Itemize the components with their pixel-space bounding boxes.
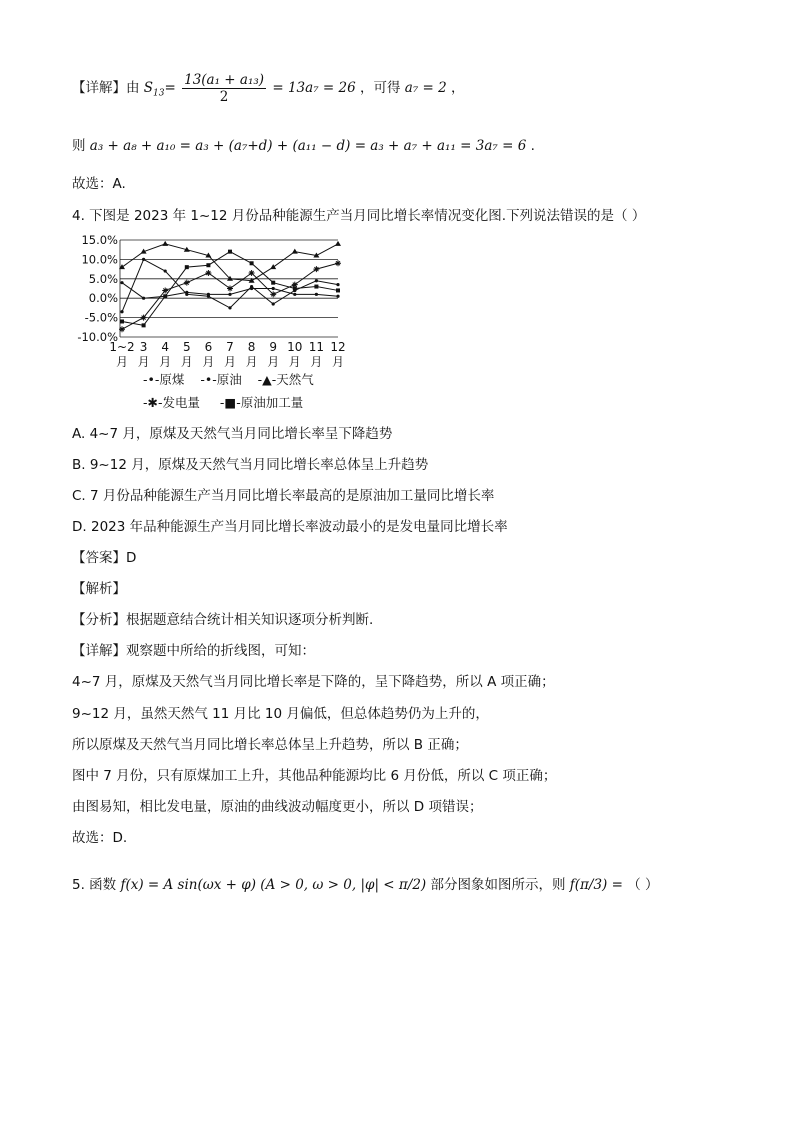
x-tick-label: 3	[139, 340, 148, 354]
data-point	[272, 302, 275, 305]
x-tick-unit: 月	[331, 355, 345, 369]
x-tick-unit: 月	[223, 355, 237, 369]
y-tick-label: -10.0%	[77, 330, 118, 344]
analysis-line-1: 4~7 月，原煤及天然气当月同比增长率是下降的，呈下降趋势，所以 A 项正确；	[72, 674, 555, 690]
legend-marker-coal: -•-	[143, 372, 160, 387]
legend-marker-refining: -■-	[219, 395, 241, 410]
analysis-line-5: 由图易知，相比发电量，原油的曲线波动幅度更小，所以 D 项错误；	[72, 799, 483, 815]
data-point	[293, 287, 297, 291]
data-point	[142, 323, 146, 327]
q5-conditions: (A > 0, ω > 0, |φ| < π/2)	[260, 877, 427, 893]
legend-marker-power: -✱-	[143, 395, 163, 410]
legend-row-2	[143, 393, 303, 411]
y-tick-label: 5.0%	[88, 271, 118, 286]
x-tick-label: 4	[161, 340, 170, 354]
series-lines	[119, 241, 341, 332]
x-tick-unit: 月	[310, 355, 323, 369]
data-point	[120, 281, 123, 284]
question-4: 4. 下图是 2023 年 1~12 月份品种能源生产当月同比增长率情况变化图.下列说法错误的是（ ）	[72, 208, 646, 224]
legend-power: 发电量	[162, 395, 201, 410]
option-b: B. 9~12 月，原煤及天然气当月同比增长率总体呈上升趋势	[72, 457, 429, 473]
legend-oil: 原油	[216, 372, 242, 387]
data-point	[163, 294, 167, 298]
data-point	[272, 287, 275, 290]
x-tick-unit: 月	[115, 355, 129, 369]
x-tick-unit: 月	[202, 355, 215, 369]
x-tick-label: 1~2	[109, 340, 135, 354]
legend-marker-gas: -▲-	[257, 372, 277, 387]
option-c: C. 7 月份品种能源生产当月同比增长率最高的是原油加工量同比增长率	[72, 488, 495, 504]
x-tick-unit: 月	[137, 355, 150, 369]
data-point	[270, 264, 276, 269]
data-point	[185, 265, 189, 269]
data-point	[250, 261, 254, 265]
x-tick-label: 8	[247, 340, 256, 354]
a7-value: a₇ = 2	[404, 80, 447, 96]
data-point	[228, 293, 231, 296]
data-point	[292, 249, 298, 254]
detail-prefix: 【详解】由	[72, 80, 140, 96]
analysis-line-2: 9~12 月，虽然天然气 11 月比 10 月偏低，但总体趋势仍为上升的，	[72, 706, 489, 722]
analysis-line-3: 所以原煤及天然气当月同比增长率总体呈上升趋势，所以 B 正确；	[72, 737, 468, 753]
x-tick-label: 9	[269, 340, 278, 354]
option-a: A. 4~7 月，原煤及天然气当月同比增长率呈下降趋势	[72, 426, 393, 442]
option-d: D. 2023 年品种能源生产当月同比增长率波动最小的是发电量同比增长率	[72, 519, 508, 535]
y-tick-label: -5.0%	[84, 310, 118, 325]
data-point	[315, 293, 318, 296]
x-tick-label: 6	[204, 340, 213, 354]
data-point	[185, 291, 188, 294]
data-point	[184, 280, 190, 286]
data-point	[228, 250, 232, 254]
then-expression: a₃ + a₈ + a₁₀ = a₃ + (a₇+d) + (a₁₁ − d) = a₃ + a₇ + a₁₁ = 3a₇ = 6	[89, 138, 527, 154]
x-tick-unit: 月	[245, 355, 258, 369]
choose-a: 故选：A.	[72, 176, 126, 192]
data-point	[228, 306, 231, 309]
series-line-3	[122, 263, 338, 329]
x-tick-label: 12	[330, 340, 346, 354]
question-5: 5. 函数 f(x) = A sin(ωx + φ) (A > 0, ω > 0, |φ| < π/2) 部分图象如图所示，则 f(π/3) = （ ）	[72, 877, 659, 893]
data-point	[271, 281, 275, 285]
legend-gas: 天然气	[276, 372, 314, 387]
then-line: 则 a₃ + a₈ + a₁₀ = a₃ + (a₇+d) + (a₁₁ − d) = a₃ + a₇ + a₁₁ = 3a₇ = 6 .	[72, 138, 535, 154]
answer: 【答案】D	[72, 550, 137, 566]
x-tick-label: 5	[182, 340, 191, 354]
legend-refining: 原油加工量	[240, 395, 304, 410]
data-point	[206, 263, 210, 267]
x-tick-label: 10	[287, 340, 303, 354]
detail-line: 【详解】由 $S_{13}=$ $\frac{\text{13(a₁ + a₁₃)}}{2}$ = 13a₇ = 26 ，可得 a₇ = 2 ，	[72, 72, 465, 105]
legend-coal: 原煤	[159, 372, 185, 387]
analysis-detail: 【详解】观察题中所给的折线图，可知：	[72, 643, 315, 659]
data-point	[120, 319, 124, 323]
y-axis-ticks	[77, 233, 118, 344]
analysis-fenxi: 【分析】根据题意结合统计相关知识逐项分析判断.	[72, 612, 374, 628]
x-tick-unit: 月	[288, 355, 301, 369]
x-tick-unit: 月	[159, 355, 172, 369]
data-point	[336, 283, 339, 286]
data-point	[162, 241, 168, 246]
data-point	[142, 297, 145, 300]
data-point	[164, 269, 167, 272]
data-point	[315, 279, 318, 282]
data-point	[335, 241, 341, 246]
s13-formula: $S_{13}=$ $\frac{\text{13(a₁ + a₁₃)}}{2}$ = 13a₇ = 26	[143, 72, 356, 105]
s13-fraction: $\frac{\text{13(a₁ + a₁₃)}}{2}$	[184, 72, 265, 105]
data-point	[250, 287, 253, 290]
analysis-heading: 【解析】	[72, 581, 126, 597]
x-tick-unit: 月	[180, 355, 193, 369]
series-line-2	[122, 244, 338, 281]
x-tick-label: 11	[308, 340, 325, 354]
data-point	[142, 258, 145, 261]
legend-marker-oil: -•-	[200, 372, 217, 387]
data-point	[293, 293, 296, 296]
data-point	[335, 260, 341, 266]
data-point	[336, 295, 339, 298]
y-tick-label: 10.0%	[81, 252, 118, 267]
legend-row-1	[143, 370, 314, 388]
x-tick-label: 7	[226, 340, 234, 354]
q5-ask: f(π/3) =	[569, 877, 623, 893]
x-tick-unit: 月	[267, 355, 280, 369]
q5-function: f(x) = A sin(ωx + φ)	[120, 877, 256, 893]
data-point	[314, 285, 318, 289]
analysis-line-4: 图中 7 月份，只有原煤加工上升，其他品种能源均比 6 月份低，所以 C 项正确；	[72, 768, 557, 784]
data-point	[336, 288, 340, 292]
x-axis-ticks	[109, 340, 345, 369]
y-tick-label: 0.0%	[88, 291, 118, 306]
data-point	[120, 310, 123, 313]
y-tick-label: 15.0%	[81, 233, 118, 247]
data-point	[207, 293, 210, 296]
choose-d: 故选：D.	[72, 830, 128, 846]
